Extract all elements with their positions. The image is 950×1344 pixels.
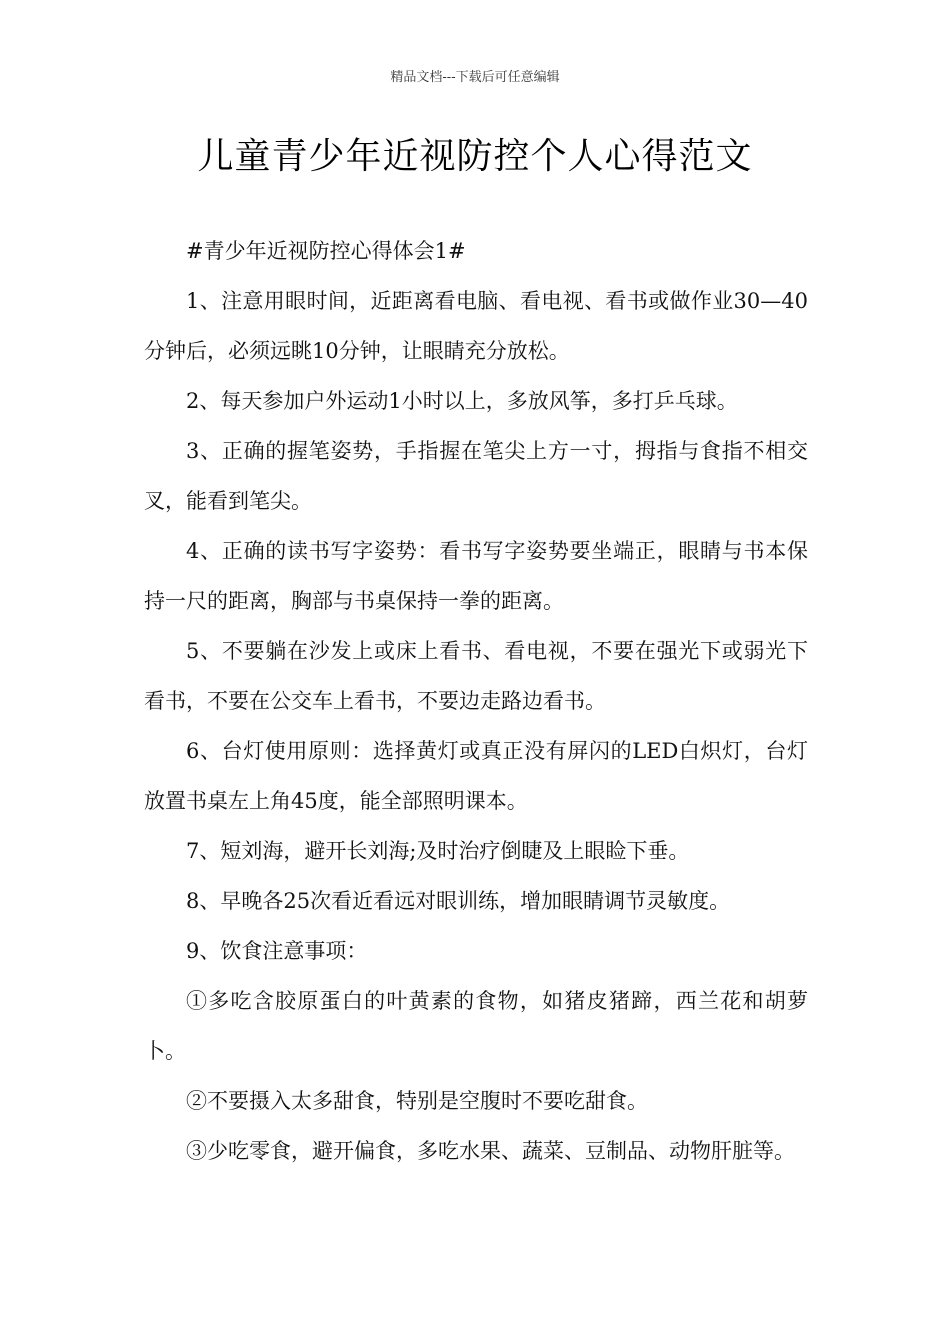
header-note: 精品文档---下载后可任意编辑 (390, 70, 560, 85)
paragraph-3: 3、正确的握笔姿势，手指握在笔尖上方一寸，拇指与食指不相交叉，能看到笔尖。 (144, 439, 808, 513)
paragraph-2: 2、每天参加户外运动1小时以上，多放风筝，多打乒乓球。 (186, 389, 738, 413)
document-body (144, 226, 808, 1176)
paragraph-7: 7、短刘海，避开长刘海;及时治疗倒睫及上眼睑下垂。 (186, 839, 690, 863)
paragraph-5: 5、不要躺在沙发上或床上看书、看电视，不要在强光下或弱光下看书，不要在公交车上看书，不要边走路边看书。 (144, 639, 808, 713)
document-title: 儿童青少年近视防控个人心得范文 (197, 136, 753, 177)
paragraph-1: 1、注意用眼时间，近距离看电脑、看电视、看书或做作业30—40分钟后，必须远眺10分钟，让眼睛充分放松。 (144, 289, 808, 363)
section-heading: #青少年近视防控心得体会1# (186, 239, 466, 263)
diet-item-2: ②不要摄入太多甜食，特别是空腹时不要吃甜食。 (186, 1089, 648, 1113)
paragraph-4: 4、正确的读书写字姿势：看书写字姿势要坐端正，眼睛与书本保持一尺的距离，胸部与书桌保持一拳的距离。 (144, 539, 808, 613)
paragraph-8: 8、早晚各25次看近看远对眼训练，增加眼睛调节灵敏度。 (186, 889, 731, 913)
paragraph-6: 6、台灯使用原则：选择黄灯或真正没有屏闪的LED白炽灯，台灯放置书桌左上角45度，能全部照明课本。 (144, 739, 808, 813)
diet-item-1: ①多吃含胶原蛋白的叶黄素的食物，如猪皮猪蹄，西兰花和胡萝卜。 (144, 989, 808, 1063)
diet-item-3: ③少吃零食，避开偏食，多吃水果、蔬菜、豆制品、动物肝脏等。 (186, 1139, 795, 1163)
paragraph-9: 9、饮食注意事项： (186, 939, 368, 963)
